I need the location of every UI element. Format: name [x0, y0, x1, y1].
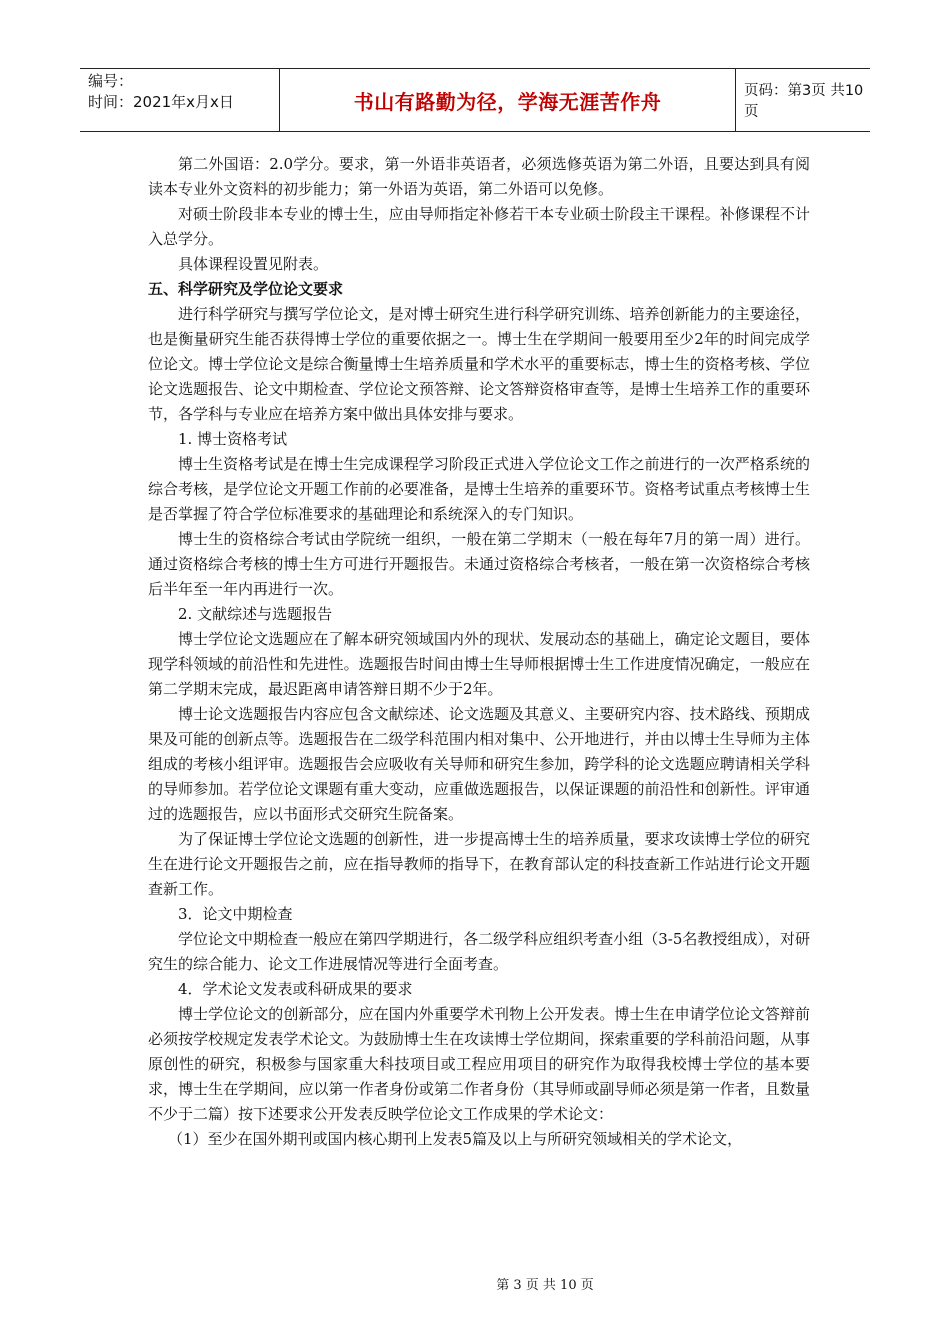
page-header — [80, 68, 870, 132]
header-page-info: 页码：第3页 共10页 — [744, 83, 864, 120]
subsection-heading: 3．论文中期检查 — [178, 905, 293, 923]
paragraph: 进行科学研究与撰写学位论文，是对博士研究生进行科学研究训练、培养创新能力的主要途径，也是衡量研究生能否获得博士学位的重要依据之一。博士生在学期间一般要用至少2年的时间完成学位论文。博士学位论文是综合衡量博士生培养质量和学术水平的重要标志，博士生的资格考核、学位论文选题报告、论文中期检查、学位论文预答辩、论文答辩资格审查等，是博士生培养工作的重要环节，各学科与专业应在培养方案中做出具体安排与要求。 — [148, 305, 810, 423]
paragraph: 博士生的资格综合考试由学院统一组织，一般在第二学期末（一般在每年7月的第一周）进行。通过资格综合考核的博士生方可进行开题报告。未通过资格综合考核者，一般在第一次资格综合考核后半年至一年内再进行一次。 — [148, 530, 810, 598]
subsection-heading: 1. 博士资格考试 — [178, 430, 288, 448]
page-footer — [0, 1274, 950, 1293]
paragraph: 博士生资格考试是在博士生完成课程学习阶段正式进入学位论文工作之前进行的一次严格系统的综合考核，是学位论文开题工作前的必要准备，是博士生培养的重要环节。资格考试重点考核博士生是否掌握了符合学位标准要求的基础理论和系统深入的专门知识。 — [148, 455, 810, 523]
header-motto: 书山有路勤为径，学海无涯苦作舟 — [280, 69, 736, 131]
subsection-heading: 2. 文献综述与选题报告 — [178, 605, 333, 623]
section-heading: 五、科学研究及学位论文要求 — [148, 280, 344, 298]
paragraph: 博士论文选题报告内容应包含文献综述、论文选题及其意义、主要研究内容、技术路线、预期成果及可能的创新点等。选题报告在二级学科范围内相对集中、公开地进行，并由以博士生导师为主体组成的考核小组评审。选题报告会应吸收有关导师和研究生参加，跨学科的论文选题应聘请相关学科的导师参加。若学位论文课题有重大变动，应重做选题报告，以保证课题的前沿性和创新性。评审通过的选题报告，应以书面形式交研究生院备案。 — [148, 705, 810, 823]
document-number-label: 编号： — [88, 72, 134, 90]
paragraph: 博士学位论文的创新部分，应在国内外重要学术刊物上公开发表。博士生在申请学位论文答辩前必须按学校规定发表学术论文。为鼓励博士生在攻读博士学位期间，探索重要的学科前沿问题，从事原创性的研究，积极参与国家重大科技项目或工程应用项目的研究作为取得我校博士学位的基本要求，博士生在学期间，应以第一作者身份或第二作者身份（其导师或副导师必须是第一作者，且数量不少于二篇）按下述要求公开发表反映学位论文工作成果的学术论文： — [148, 1005, 810, 1123]
document-body — [148, 152, 810, 1152]
header-meta — [80, 69, 280, 131]
paragraph: 博士学位论文选题应在了解本研究领域国内外的现状、发展动态的基础上，确定论文题目，要体现学科领域的前沿性和先进性。选题报告时间由博士生导师根据博士生工作进度情况确定，一般应在第二学期末完成，最迟距离申请答辩日期不少于2年。 — [148, 630, 810, 698]
paragraph: 第二外国语：2.0学分。要求，第一外语非英语者，必须选修英语为第二外语，且要达到具有阅读本专业外文资料的初步能力；第一外语为英语，第二外语可以免修。 — [148, 155, 810, 198]
subsection-heading: 4．学术论文发表或科研成果的要求 — [178, 980, 413, 998]
list-item: （1）至少在国外期刊或国内核心期刊上发表5篇及以上与所研究领域相关的学术论文， — [168, 1130, 743, 1148]
paragraph: 具体课程设置见附表。 — [178, 255, 329, 273]
paragraph: 为了保证博士学位论文选题的创新性，进一步提高博士生的培养质量，要求攻读博士学位的研究生在进行论文开题报告之前，应在指导教师的指导下，在教育部认定的科技查新工作站进行论文开题查新工作。 — [148, 830, 810, 898]
paragraph: 对硕士阶段非本专业的博士生，应由导师指定补修若干本专业硕士阶段主干课程。补修课程不计入总学分。 — [148, 205, 810, 248]
footer-page-number: 第 3 页 共 10 页 — [496, 1278, 594, 1293]
paragraph: 学位论文中期检查一般应在第四学期进行，各二级学科应组织考查小组（3-5名教授组成），对研究生的综合能力、论文工作进展情况等进行全面考查。 — [148, 930, 810, 973]
document-date: 时间：2021年x月x日 — [88, 93, 234, 111]
